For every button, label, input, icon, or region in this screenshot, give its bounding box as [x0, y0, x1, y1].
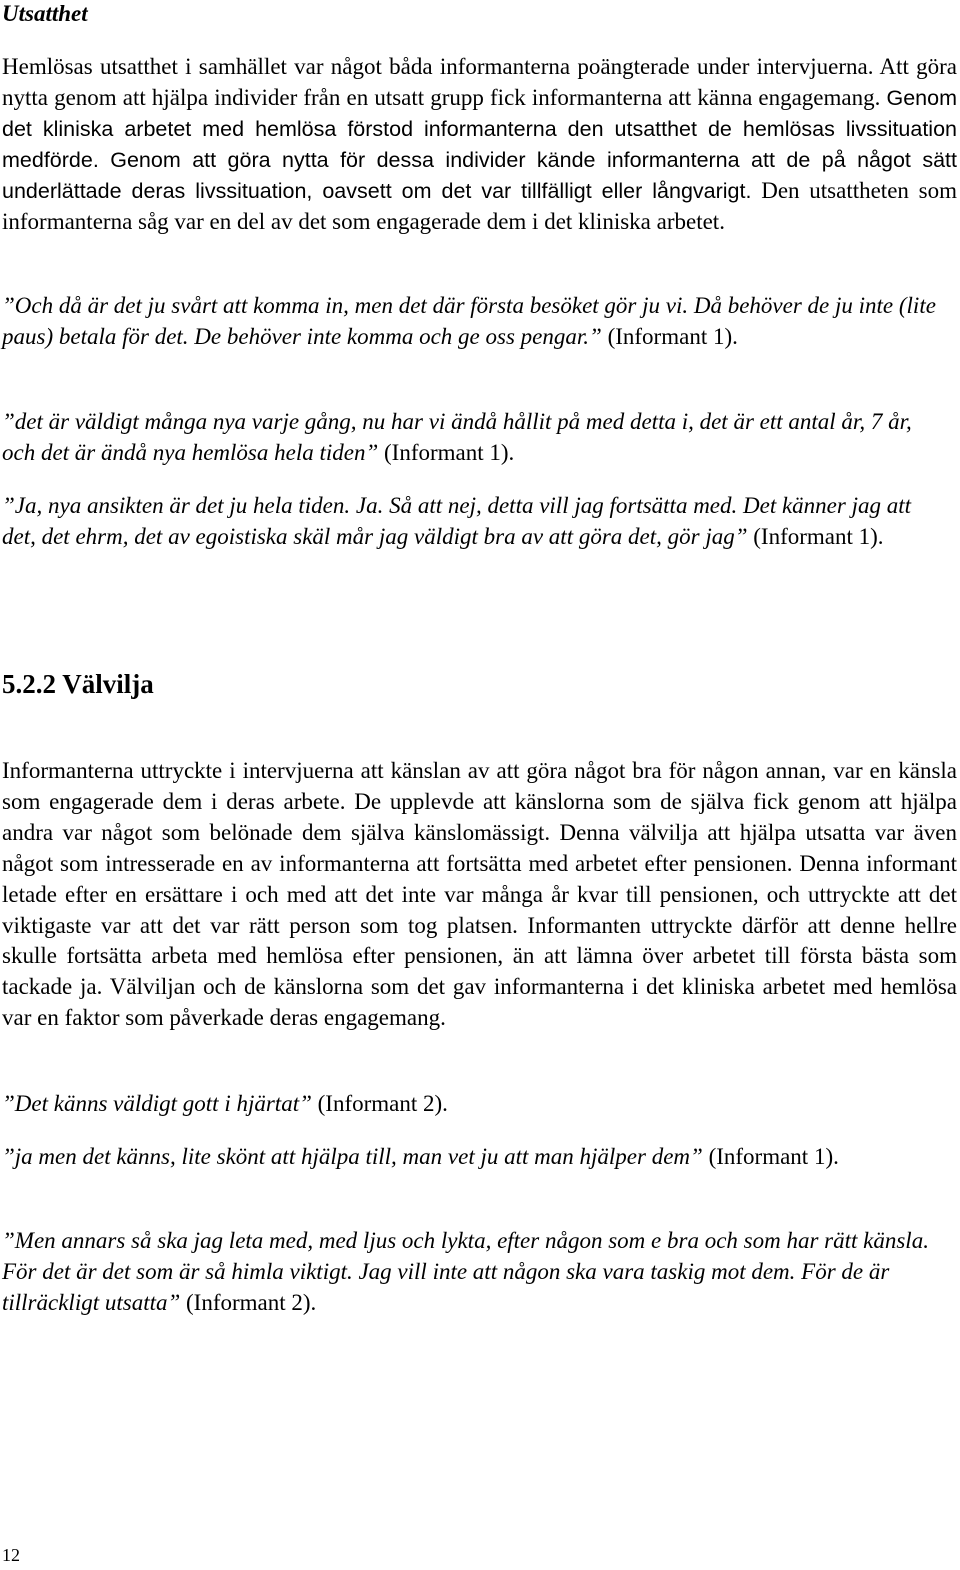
paragraph-valvilja: Informanterna uttryckte i intervjuerna att känslan av att göra något bra för någon annan, var en känsla som engagerade dem i deras arbete. De upplevde att känslorna som de själva fick genom att hjälpa andra var något som belönade dem själva känslomässigt. Denna välvilja att hjälpa utsatta var även något som intresserade en av informanterna att fortsätta med arbetet efter pensionen. Denna informant letade efter en ersättare i och med att det inte var många år kvar till pensionen, och uttryckte att det viktigaste var att det var rätt person som tog platsen. Informanten uttryckte därför att denne hellre skulle fortsätta arbeta med hemlösa efter pensionen, än att lämna över arbetet till första bästa som tackade ja. Välviljan och de känslorna som det gav informanterna i det kliniska arbetet med hemlösa var en faktor som påverkade deras engagemang.	[2, 758, 957, 1031]
page-number: 12	[2, 1545, 20, 1565]
quote-text: ”ja men det känns, lite skönt att hjälpa till, man vet ju att man hjälper dem”	[2, 1144, 703, 1169]
quote-informant-1c	[2, 491, 942, 553]
quote-source: (Informant 2).	[186, 1289, 317, 1315]
quote-source: (Informant 1).	[384, 439, 515, 465]
quote-source: (Informant 1).	[753, 523, 884, 549]
paragraph-sentences-3: Den utsattheten som informanterna såg var en del av det som engagerade dem i det kliniska arbetet.	[2, 177, 957, 234]
quote-text: ”Och då är det ju svårt att komma in, men det där första besöket gör ju vi. Då behöver de ju inte (lite paus) betala för det. De behöver inte komma och ge oss pengar.”	[2, 293, 936, 349]
quote-informant-1a	[2, 291, 942, 353]
quote-text: ”Det känns väldigt gott i hjärtat”	[2, 1091, 312, 1116]
quote-text: ”Ja, nya ansikten är det ju hela tiden. Ja. Så att nej, detta vill jag fortsätta med. Det känner jag att det, det ehrm, det av egoistiska skäl mår jag väldigt bra av att göra det, gör jag”	[2, 493, 912, 549]
paragraph-sentences-1: Hemlösas utsatthet i samhället var något båda informanterna poängterade under intervjuerna. Att göra nytta genom att hjälpa individer från en utsatt grupp fick informanterna att känna engagemang.	[2, 54, 957, 110]
paragraph-utsatthet	[2, 52, 957, 237]
quote-source: (Informant 1).	[708, 1144, 839, 1169]
quote-source: (Informant 1).	[607, 323, 738, 349]
quote-informant-2a	[2, 1089, 942, 1120]
quote-informant-1d	[2, 1142, 952, 1173]
subsection-title: 5.2.2 Välvilja	[2, 669, 154, 699]
quote-informant-1b	[2, 407, 942, 469]
paragraph-sentences-2: Genom det kliniska arbetet med hemlösa förstod informanterna den utsatthet de hemlösas livssituation medförde. Genom att göra nytta för dessa individer kände informanterna att de på något sätt underlättade deras livssituation, oavsett om det var tillfälligt eller långvarigt.	[2, 85, 957, 203]
quote-informant-2b	[2, 1226, 942, 1319]
section-title: Utsatthet	[2, 1, 88, 26]
quote-source: (Informant 2).	[317, 1091, 448, 1116]
quote-text: ”Men annars så ska jag leta med, med ljus och lykta, efter någon som e bra och som har rätt känsla. För det är det som är så himla viktigt. Jag vill inte att någon ska vara taskig mot dem. För de är tillräckligt utsatta”	[2, 1228, 929, 1315]
quote-text: ”det är väldigt många nya varje gång, nu har vi ändå hållit på med detta i, det är ett antal år, 7 år, och det är ändå nya hemlösa hela tiden”	[2, 409, 912, 465]
